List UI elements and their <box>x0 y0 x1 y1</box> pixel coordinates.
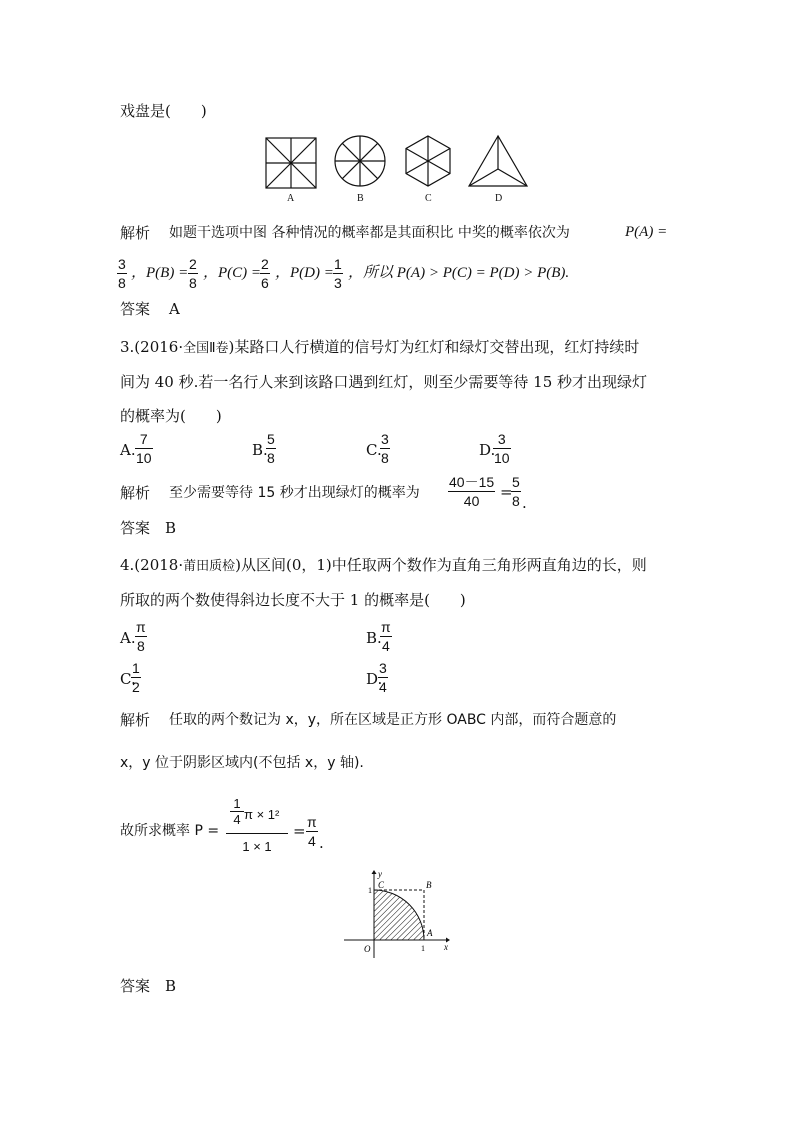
q4-big-fraction: 1 4 π × 1² 1 × 1 <box>226 797 288 853</box>
figure-a <box>266 138 316 188</box>
q4-option-c-letter: C. <box>120 670 136 688</box>
analysis-label: 解析 <box>120 224 151 242</box>
q3-option-c-fraction: 3 8 <box>381 431 389 466</box>
q4-prob-text: 故所求概率 P = <box>120 823 220 839</box>
figure-c <box>406 136 450 186</box>
fraction-pa: 3 8 <box>118 256 126 291</box>
graph-label-b: B <box>426 880 432 890</box>
fraction-pb: 2 8 <box>189 256 197 291</box>
answer-label: 答案 <box>120 300 151 318</box>
figure-label-d: D <box>495 193 503 204</box>
q3-fraction-2: 5 8 <box>512 474 520 509</box>
formula-pa: P(A) = <box>625 224 668 240</box>
q4-analysis-label: 解析 <box>120 711 151 729</box>
figure-label-b: B <box>357 193 364 204</box>
figure-d <box>469 136 527 186</box>
q3-line3: 的概率为( ) <box>120 407 222 425</box>
q4-period: . <box>319 834 324 852</box>
q3-line2: 间为 40 秒.若一名行人来到该路口遇到红灯，则至少需要等待 15 秒才出现绿灯 <box>120 373 648 391</box>
formula-pd: ，P(D) = <box>275 265 334 281</box>
fraction-pd: 1 3 <box>334 256 342 291</box>
answer-value: A <box>169 300 180 318</box>
q4-equals: = <box>293 822 306 840</box>
q3-option-a-letter: A. <box>120 441 136 459</box>
q4-result-fraction: π 4 <box>307 814 317 849</box>
formula-conclusion: ，所以 P(A) > P(C) = P(D) > P(B). <box>348 265 570 281</box>
q4-analysis-text: 任取的两个数记为 x，y，所在区域是正方形 OABC 内部，而符合题意的 <box>169 712 617 728</box>
graph-label-o: O <box>364 944 371 954</box>
formula-pb: ，P(B) = <box>131 265 189 281</box>
graph-label-x: x <box>444 942 448 952</box>
figure-b <box>335 136 385 186</box>
graph-label-one-x: 1 <box>421 944 425 953</box>
q3-fraction-1: 40－15 40 <box>449 474 495 509</box>
graph-label-one-y: 1 <box>368 886 372 895</box>
q3-equals: = <box>500 483 513 501</box>
q3-period: . <box>522 494 527 512</box>
graph-label-a: A <box>427 928 433 938</box>
q3-option-c-letter: C. <box>366 441 382 459</box>
fraction-pc: 2 6 <box>261 256 269 291</box>
q3-option-b-letter: B. <box>252 441 268 459</box>
q3-option-d-letter: D. <box>479 441 496 459</box>
q3-option-a-fraction: 7 10 <box>136 431 152 466</box>
q4-line2: 所取的两个数使得斜边长度不大于 1 的概率是( ) <box>120 591 466 609</box>
quarter-circle-graph <box>340 866 460 966</box>
q4-option-c-fraction: 1 2 <box>132 660 140 695</box>
q3-answer-label: 答案 <box>120 519 151 537</box>
q3-answer-value: B <box>165 519 177 537</box>
q4-line1: 4.(2018·莆田质检)从区间(0，1)中任取两个数作为直角三角形两直角边的长，则 <box>120 556 647 574</box>
q3-analysis-text: 至少需要等待 15 秒才出现绿灯的概率为 <box>169 485 420 501</box>
q3-analysis-label: 解析 <box>120 484 151 502</box>
graph-label-y: y <box>378 869 382 879</box>
q4-option-a-fraction: π 8 <box>136 619 146 654</box>
q4-option-a-letter: A. <box>120 629 136 647</box>
q4-option-d-letter: D. <box>366 670 383 688</box>
figure-label-a: A <box>287 193 295 204</box>
q4-answer-value: B <box>165 977 177 995</box>
q4-option-b-letter: B. <box>366 629 382 647</box>
q3-option-b-fraction: 5 8 <box>267 431 275 466</box>
q4-option-b-fraction: π 4 <box>381 619 391 654</box>
formula-pc: ，P(C) = <box>203 265 262 281</box>
q3-line1: 3.(2016·全国Ⅱ卷)某路口人行横道的信号灯为红灯和绿灯交替出现，红灯持续时 <box>120 338 640 356</box>
q4-option-d-fraction: 3 4 <box>379 660 387 695</box>
figure-label-c: C <box>425 193 432 204</box>
q3-option-d-fraction: 3 10 <box>494 431 510 466</box>
q4-answer-label: 答案 <box>120 977 151 995</box>
graph-label-c: C <box>378 880 385 890</box>
q4-analysis-line2: x，y 位于阴影区域内(不包括 x，y 轴). <box>120 755 364 771</box>
question-stem-tail: 戏盘是( ) <box>120 102 207 120</box>
analysis-text: 如题干选项中图 各种情况的概率都是其面积比 中奖的概率依次为 <box>169 225 570 241</box>
